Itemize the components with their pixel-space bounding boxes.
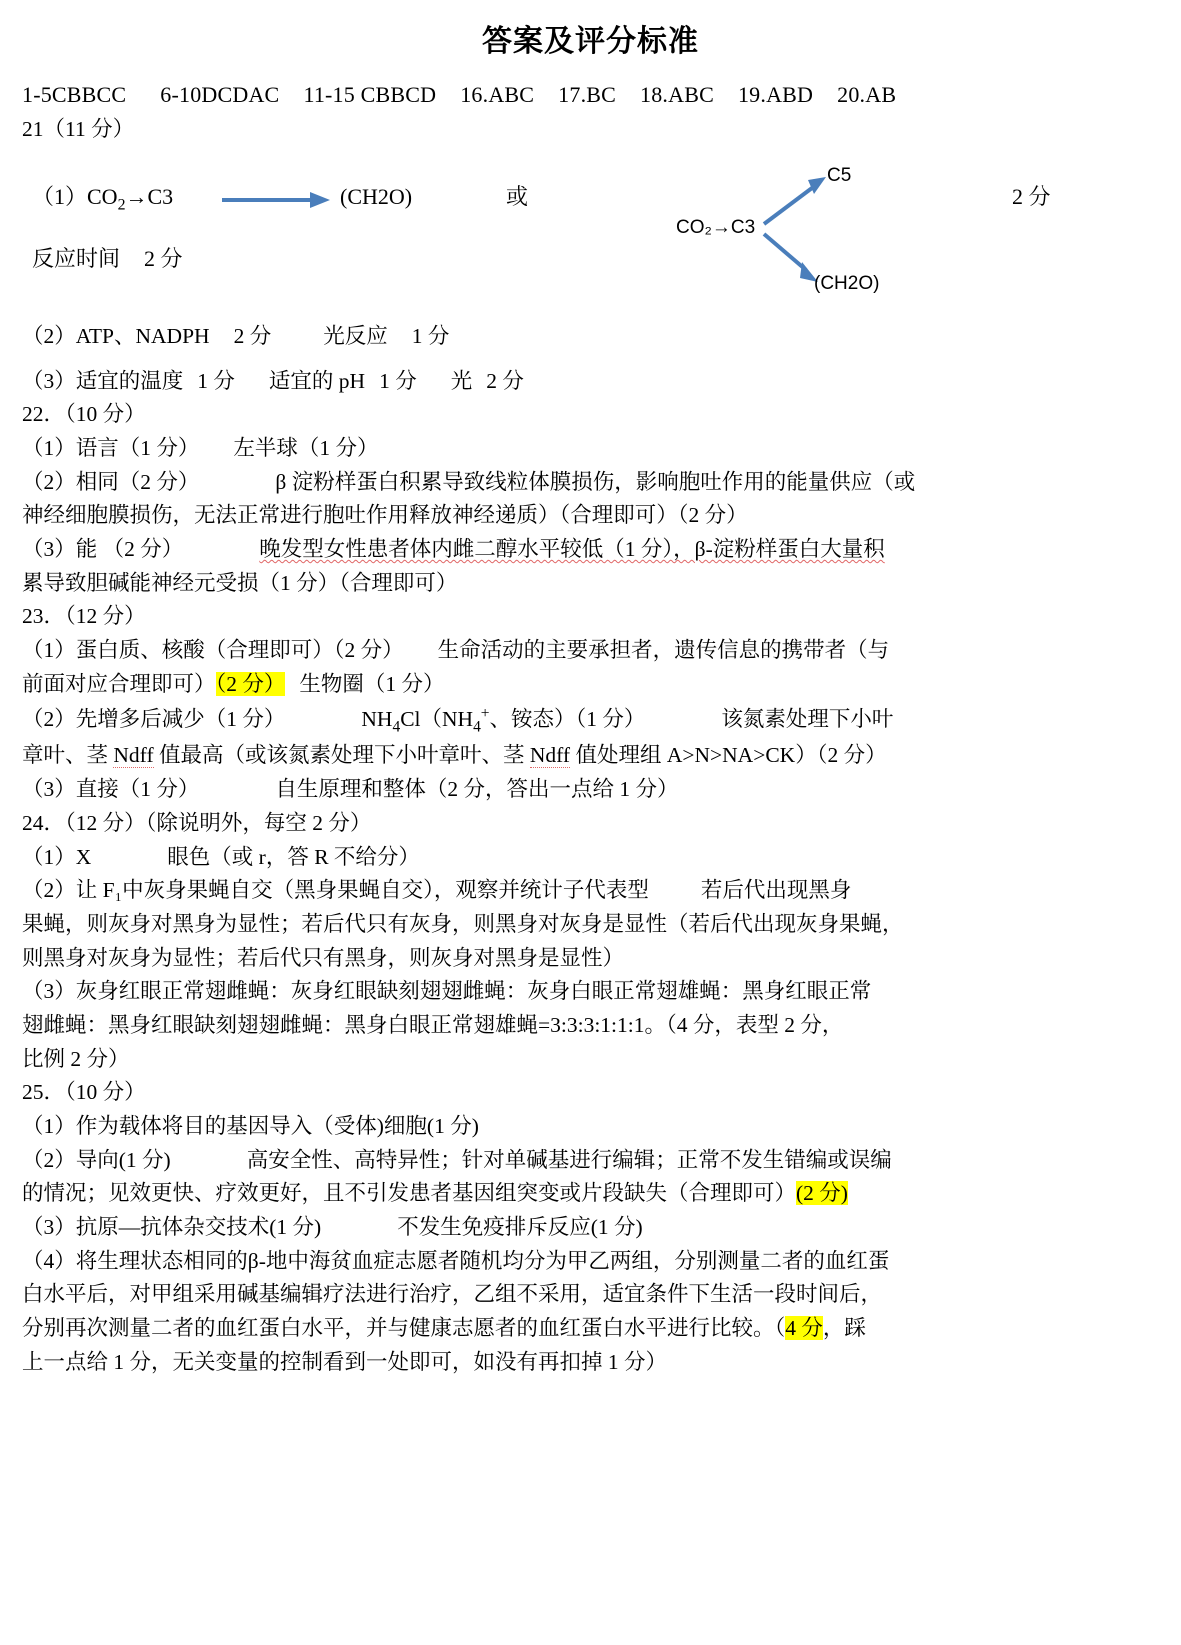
q23-item-2: （2）先增多后减少（1 分） $NH_4Cl(NH_4^+$、铵态）（1 分） 该氮素处理下小叶 [22, 704, 894, 735]
q25-item-3: （3）抗原—抗体杂交技术(1 分) 不发生免疫排斥反应(1 分) [22, 1214, 643, 1239]
q24-item-2-cont-2: 则黑身对灰身为显性；若后代只有黑身，则灰身对黑身是显性） [22, 945, 625, 970]
q24-item-3-cont-2: 比例 2 分） [22, 1046, 130, 1071]
document-body [0, 78, 1181, 1378]
diagram-label-c5: C5 [827, 165, 852, 187]
objective-answer-8: 20.AB [837, 82, 897, 107]
score-highlight-2fen-b: (2 分) [796, 1181, 848, 1206]
question-21-item-1-diagram [22, 152, 1159, 320]
q21-item-3: （3）适宜的温度 1 分 适宜的 pH 1 分 光 2 分 [22, 368, 524, 393]
q24-item-3: （3）灰身红眼正常翅雌蝇：灰身红眼缺刻翅翅雌蝇：灰身白眼正常翅雄蝇：黑身红眼正常 [22, 979, 872, 1004]
q24-item-2: （2）让 F₁中灰身果蝇自交（黑身果蝇自交），观察并统计子代表型 若后代出现黑身 [22, 878, 852, 903]
objective-answer-5: 17.BC [558, 82, 617, 107]
q21-branch-diagram [672, 152, 932, 312]
q23-item-2-cont: 章叶、茎 Ndff 值最高（或该氮素处理下小叶章叶、茎 Ndff 值处理组 A>N>NA>CK）（2 分） [22, 743, 887, 768]
q21-item1-product: (CH2O) [340, 184, 413, 210]
q21-item1-line2: 反应时间 2 分 [32, 246, 183, 272]
question-21-heading: 21（11 分） [22, 117, 135, 142]
q24-item-3-cont-1: 翅雌蝇：黑身红眼缺刻翅翅雌蝇：黑身白眼正常翅雄蝇=3:3:3:1:1:1。（4 分，表型 2 分， [22, 1012, 844, 1037]
question-22-heading: 22．（10 分） [22, 402, 146, 427]
q23-nh4cl: $NH_4Cl(NH_4^+$、铵态）（1 分） [361, 704, 646, 735]
q23-item-1: （1）蛋白质、核酸（合理即可）（2 分） 生命活动的主要承担者，遗传信息的携带者（与 [22, 638, 890, 663]
q25-item-4-cont-1: 白水平后，对甲组采用碱基编辑疗法进行治疗，乙组不采用，适宜条件下生活一段时间后， [22, 1282, 883, 1307]
q22-item-1: （1）语言（1 分） 左半球（1 分） [22, 436, 379, 461]
question-23-heading: 23．（12 分） [22, 604, 146, 629]
objective-answer-7: 19.ABD [737, 82, 814, 107]
q21-item1-text: $(1)CO_2\to C3$ [32, 184, 174, 214]
q25-item-4-cont-2: 分别再次测量二者的血红蛋白水平，并与健康志愿者的血红蛋白水平进行比较。（4 分，踩 [22, 1315, 866, 1340]
page-title: 答案及评分标准 [482, 25, 699, 58]
objective-answer-6: 18.ABC [640, 82, 714, 107]
question-25-heading: 25．（10 分） [22, 1080, 146, 1105]
q22-item-2-cont: 神经细胞膜损伤，无法正常进行胞吐作用释放神经递质）（合理即可）（2 分） [22, 503, 748, 528]
q25-item-2-cont: 的情况；见效更快、疗效更好，且不引发患者基因组突变或片段缺失（合理即可）(2 分) [22, 1181, 848, 1206]
answer-key-page [0, 16, 1181, 1645]
diagram-arrows [22, 152, 1162, 320]
q21-item1-score: 2 分 [1012, 184, 1051, 210]
q22-item-2: （2）相同（2 分） β 淀粉样蛋白积累导致线粒体膜损伤，影响胞吐作用的能量供应（或 [22, 469, 916, 494]
objective-answer-4: 16.ABC [460, 82, 535, 107]
objective-answer-3: 11-15 CBBCD [303, 82, 437, 107]
question-24-heading: 24．（12 分）（除说明外，每空 2 分） [22, 810, 372, 835]
q25-item-1: （1）作为载体将目的基因导入（受体)细胞(1 分) [22, 1113, 479, 1138]
score-highlight-2fen-a: （2 分） [215, 671, 286, 696]
objective-answer-1: 1-5CBBCC [22, 82, 127, 107]
objective-answers-row [22, 78, 1159, 111]
q21-item-2: （2）ATP、NADPH 2 分 光反应 1 分 [22, 324, 450, 349]
q25-item-2: （2）导向(1 分) 高安全性、高特异性；针对单碱基进行编辑；正常不发生错编或误编 [22, 1147, 892, 1172]
q21-item1-or: 或 [506, 184, 529, 210]
score-highlight-4fen: 4 分 [785, 1315, 823, 1340]
q22-item-3: （3）能 （2 分） 晚发型女性患者体内雌二醇水平较低（1 分），β-淀粉样蛋白大量积 [22, 537, 885, 562]
objective-answer-2: 6-10DCDAC [160, 82, 280, 107]
q24-item-2-cont-1: 果蝇，则灰身对黑身为显性；若后代只有灰身，则黑身对灰身是显性（若后代出现灰身果蝇， [22, 911, 904, 936]
q24-item-1: （1）X 眼色（或 r，答 R 不给分） [22, 844, 420, 869]
q23-item-3: （3）直接（1 分） 自生原理和整体（2 分，答出一点给 1 分） [22, 777, 679, 802]
q25-item-4: （4）将生理状态相同的β-地中海贫血症志愿者随机均分为甲乙两组，分别测量二者的血红蛋 [22, 1248, 890, 1273]
q22-item-3-cont: 累导致胆碱能神经元受损（1 分）（合理即可） [22, 570, 458, 595]
diagram-label-ch2o: (CH2O) [814, 273, 880, 295]
diagram-label-co2-c3: CO₂→C3 [676, 217, 756, 239]
q23-item-1-cont: 前面对应合理即可）（2 分） 生物圈（1 分） [22, 671, 445, 696]
q25-item-4-cont-3: 上一点给 1 分，无关变量的控制看到一处即可，如没有再扣掉 1 分） [22, 1349, 668, 1374]
